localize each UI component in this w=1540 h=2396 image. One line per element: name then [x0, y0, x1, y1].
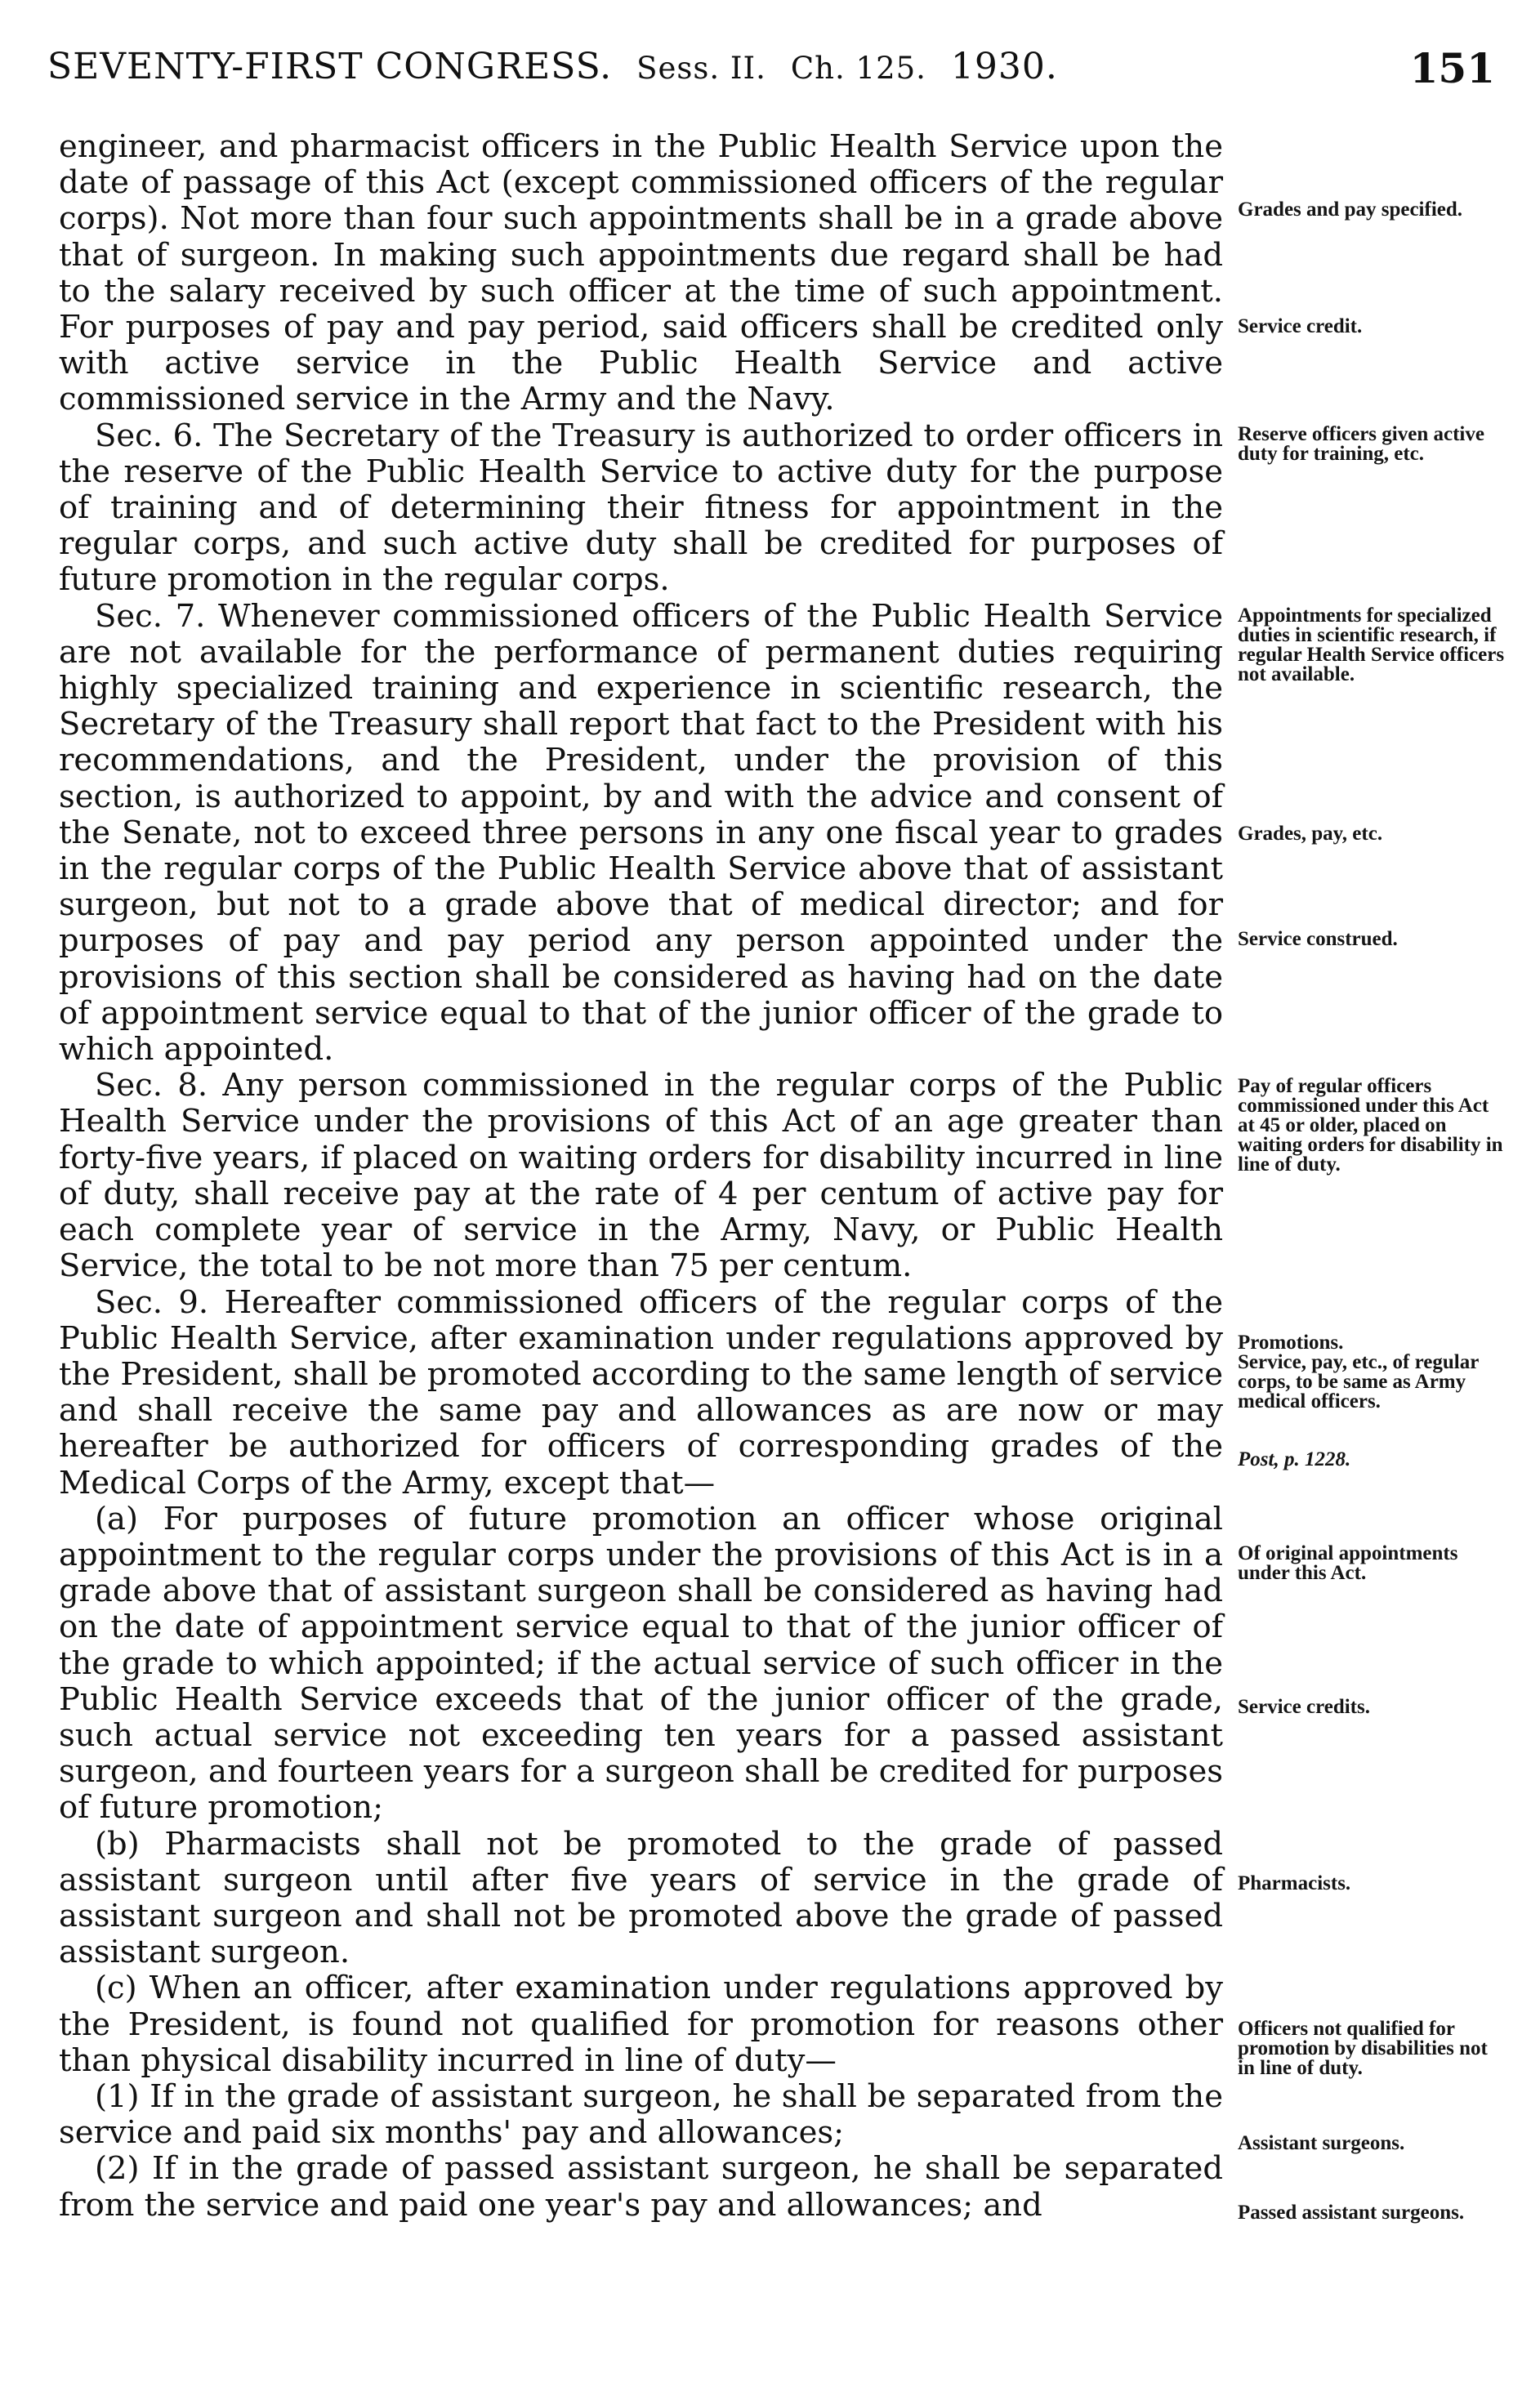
- margin-note: Grades and pay specified.: [1238, 199, 1463, 221]
- paragraph-sec-9-c-1: (1) If in the grade of assistant surgeon, he shall be separated from the service and paid six months' pay and allowances;: [59, 2077, 1223, 2152]
- margin-note: Appointments for specialized duties in scientific research, if regular Health Service officers not available.: [1238, 605, 1505, 685]
- congress-label: SEVENTY-FIRST CONGRESS.: [47, 46, 613, 87]
- statute-text: [59, 129, 1223, 2224]
- page-number: 151: [1409, 44, 1495, 92]
- margin-note: Service, pay, etc., of regular corps, to be same as Army medical officers.: [1238, 1351, 1479, 1412]
- margin-note: Post, p. 1228.: [1238, 1448, 1351, 1470]
- session-label: Sess. II.: [636, 51, 766, 86]
- paragraph-sec-8: Sec. 8. Any person commissioned in the regular corps of the Public Health Service under the provisions of this Act of an age greater than forty-five years, if placed on waiting orders for disability incurred in line of duty, shall receive pay at the rate of 4 per centum of active pay for each complete year of service in the Army, Navy, or Public Health Service, the total to be not more than 75 per centum.: [59, 1067, 1223, 1285]
- chapter-label: Ch. 125.: [790, 51, 926, 86]
- margin-note: Pay of regular officers commissioned under this Act at 45 or older, placed on waiting orders for disability in line of duty.: [1238, 1075, 1503, 1176]
- paragraph-sec-6: Sec. 6. The Secretary of the Treasury is authorized to order officers in the reserve of the Public Health Service to active duty for the purpose of training and of determining their fitness for appointment in the regular corps, and such active duty shall be credited for purposes of future promotion in the regular corps.: [59, 417, 1223, 599]
- margin-note: Reserve officers given active duty for training, etc.: [1238, 423, 1484, 465]
- margin-note: Of original appointments under this Act.: [1238, 1542, 1458, 1584]
- margin-note: Service construed.: [1238, 928, 1398, 950]
- paragraph-sec-9-c-2: (2) If in the grade of passed assistant surgeon, he shall be separated from the service and paid one year's pay and allowances; and: [59, 2150, 1223, 2224]
- margin-note: Officers not qualified for promotion by disabilities not in line of duty.: [1238, 2018, 1488, 2079]
- margin-note: Assistant surgeons.: [1238, 2132, 1405, 2154]
- paragraph-continuation: engineer, and pharmacist officers in the Public Health Service upon the date of passage of this Act (except commissioned officers of the regular corps). Not more than four such appointments shall be in a grade above that of surgeon. In making such appointments due regard shall be had to the salary received by such officer at the time of such appointment. For purposes of pay and pay period, said officers shall be credited only with active service in the Public Health Service and active commissioned service in the Army and the Navy.: [59, 128, 1223, 418]
- paragraph-sec-7: Sec. 7. Whenever commissioned officers of the Public Health Service are not available for the performance of permanent duties requiring highly specialized training and experience in scientific research, the Secretary of the Treasury shall report that fact to the President with his recommendations, and the President, under the provision of this section, is authorized to appoint, by and with the advice and consent of the Senate, not to exceed three persons in any one fiscal year to grades in the regular corps of the Public Health Service above that of assistant surgeon, but not to a grade above that of medical director; and for purposes of pay and pay period any person appointed under the provisions of this section shall be considered as having had on the date of appointment service equal to that of the junior officer of the grade to which appointed.: [59, 597, 1223, 1069]
- year-label: 1930.: [950, 46, 1058, 87]
- margin-note: Service credit.: [1238, 315, 1363, 337]
- margin-note: Service credits.: [1238, 1696, 1370, 1718]
- paragraph-sec-9: Sec. 9. Hereafter commissioned officers of the regular corps of the Public Health Service, after examination under regulations approved by the President, shall be promoted according to the same length of service and shall receive the same pay and allowances as are now or may hereafter be authorized for officers of corresponding grades of the Medical Corps of the Army, except that—: [59, 1283, 1223, 1501]
- margin-note: Passed assistant surgeons.: [1238, 2202, 1465, 2224]
- margin-note: Pharmacists.: [1238, 1872, 1351, 1894]
- paragraph-sec-9-b: (b) Pharmacists shall not be promoted to the grade of passed assistant surgeon until after five years of service in the grade of assistant surgeon and shall not be promoted above the grade of passed assistant surgeon.: [59, 1825, 1223, 1971]
- paragraph-sec-9-a: (a) For purposes of future promotion an officer whose original appointment to the regular corps under the provisions of this Act is in a grade above that of assistant surgeon shall be considered as having had on the date of appointment service equal to that of the junior officer of the grade to which appointed; if the actual service of such officer in the Public Health Service exceeds that of the junior officer of the grade, such actual service not exceeding ten years for a passed assistant surgeon, and fourteen years for a surgeon shall be credited for purposes of future promotion;: [59, 1500, 1223, 1827]
- running-head-title: [47, 46, 1058, 87]
- margin-note: Grades, pay, etc.: [1238, 823, 1383, 845]
- margin-note: Promotions.: [1238, 1332, 1344, 1354]
- running-head: [47, 46, 1495, 103]
- paragraph-sec-9-c: (c) When an officer, after examination under regulations approved by the President, is found not qualified for promotion for reasons other than physical disability incurred in line of duty—: [59, 1970, 1223, 2079]
